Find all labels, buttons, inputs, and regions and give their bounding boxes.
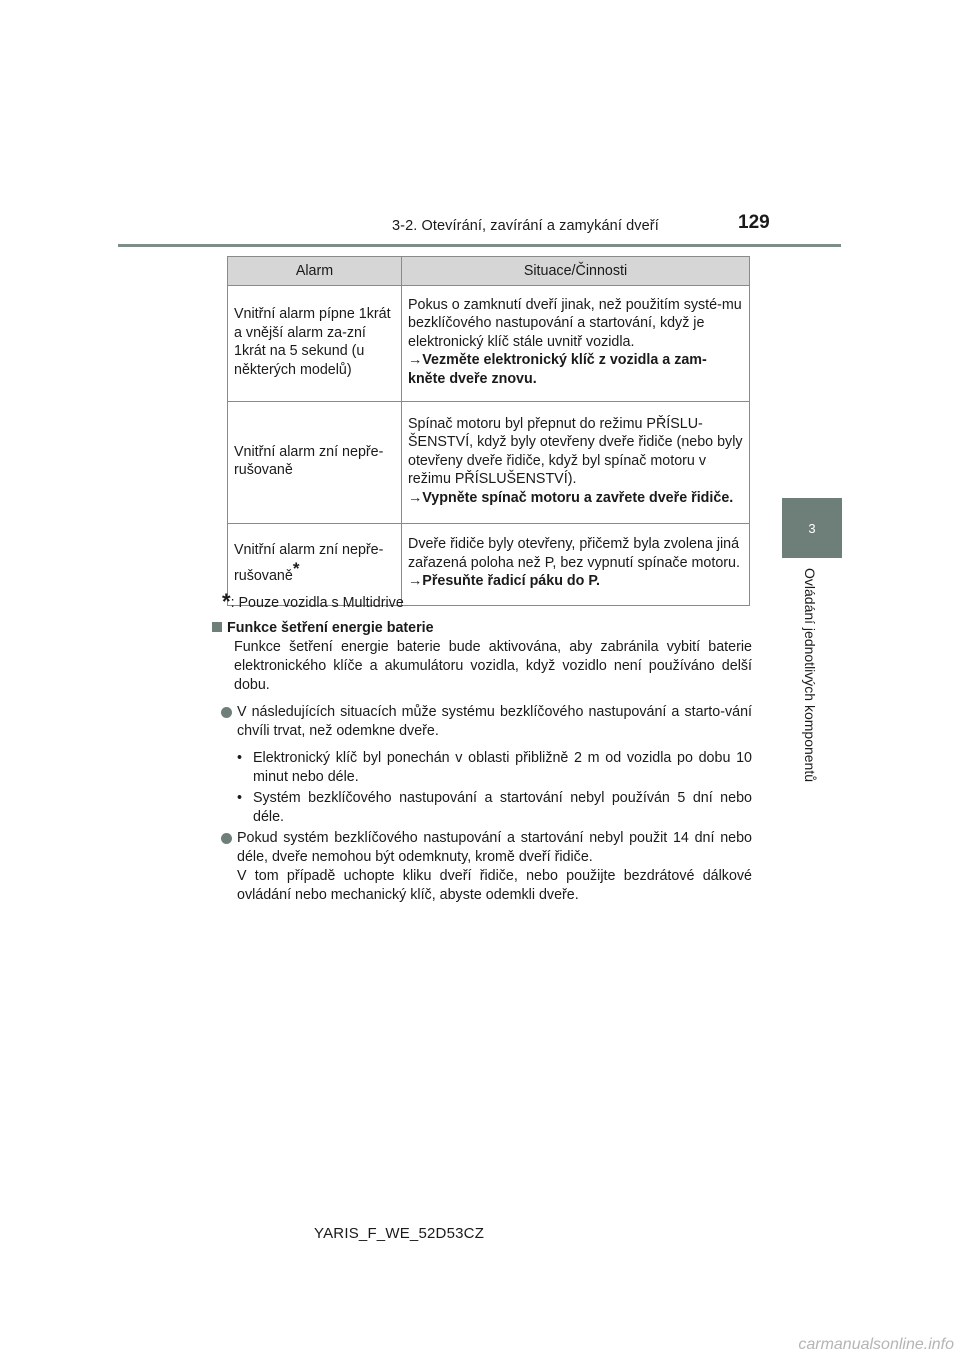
list-item <box>221 829 752 905</box>
footnote <box>222 589 404 615</box>
situation-cell <box>402 524 750 606</box>
situation-text: Dveře řidiče byly otevřeny, přičemž byla zvolena jiná zařazená poloha než P, bez vypnutí spínače motoru. <box>408 536 740 571</box>
list-item <box>221 703 752 741</box>
table-row <box>228 402 750 524</box>
alarm-cell <box>228 402 402 524</box>
list-item <box>237 789 752 827</box>
section-intro: Funkce šetření energie baterie bude aktivována, aby zabránila vybití baterie elektronického klíče a akumulátoru vozidla, když vozidlo není používáno delší dobu. <box>234 639 752 693</box>
action-text: →Přesuňte řadicí páku do P. <box>408 573 601 590</box>
column-header-situation: Situace/Činnosti <box>402 257 750 286</box>
list-item-continuation: V tom případě uchopte kliku dveří řidiče, nebo použijte bezdrátové dálkové ovládání nebo mechanický klíč, abyste odemkli dveře. <box>237 868 752 903</box>
column-header-alarm: Alarm <box>228 257 402 286</box>
action-text: →Vypněte spínač motoru a zavřete dveře řidiče. <box>408 489 734 506</box>
alarm-table <box>227 256 750 606</box>
chapter-tab <box>782 498 842 558</box>
footnote-star: * <box>222 589 231 614</box>
list-item-text: Systém bezklíčového nastupování a startování nebyl používán 5 dní nebo déle. <box>253 790 752 825</box>
alarm-text: Vnitřní alarm zní nepře-rušovaně <box>234 542 384 584</box>
situation-cell <box>402 402 750 524</box>
watermark: carmanualsonline.info <box>798 1336 954 1353</box>
chapter-title: Ovládání jednotlivých komponentů <box>802 568 818 783</box>
situation-cell <box>402 286 750 402</box>
bullet-mark: • <box>237 750 243 766</box>
footnote-mark: * <box>292 558 300 578</box>
running-header: 3-2. Otevírání, zavírání a zamykání dveří <box>392 218 659 234</box>
section-title-text: Funkce šetření energie baterie <box>227 620 434 636</box>
circle-bullet-icon <box>221 833 232 844</box>
circle-bullet-icon <box>221 707 232 718</box>
square-bullet-icon <box>212 622 222 632</box>
action-text: →Vezměte elektronický klíč z vozidla a zam-kněte dveře znovu. <box>408 352 707 387</box>
section-title <box>212 619 752 638</box>
situation-text: Pokus o zamknutí dveří jinak, než použitím systé-mu bezklíčového nastupování a startování, když je elektronický klíč stále uvnitř vozidla. <box>408 296 742 350</box>
list-item <box>237 749 752 787</box>
bullet-mark: • <box>237 790 243 806</box>
header-rule <box>118 244 841 247</box>
list-item-text: Elektronický klíč byl ponechán v oblasti přibližně 2 m od vozidla po dobu 10 minut nebo déle. <box>253 750 752 785</box>
footnote-text: : Pouze vozidla s Multidrive <box>230 595 404 611</box>
alarm-text: Vnitřní alarm pípne 1krát a vnější alarm za-zní 1krát na 5 sekund (u některých modelů) <box>234 306 391 378</box>
alarm-cell <box>228 286 402 402</box>
list-item-text: V následujících situacích může systému bezklíčového nastupování a starto-vání chvíli trvat, než odemkne dveře. <box>237 704 752 739</box>
sub-bullet-list <box>237 749 752 827</box>
document-code: YARIS_F_WE_52D53CZ <box>314 1225 485 1242</box>
page-number: 129 <box>738 212 770 233</box>
battery-saving-section <box>212 619 752 905</box>
list-item-text: Pokud systém bezklíčového nastupování a startování nebyl použit 14 dní nebo déle, dveře nemohou být odemknuty, kromě dveří řidiče. <box>237 830 752 865</box>
alarm-text: Vnitřní alarm zní nepře-rušovaně <box>234 443 384 478</box>
situation-text: Spínač motoru byl přepnut do režimu PŘÍSLU-ŠENSTVÍ, když byly otevřeny dveře řidiče (nebo byly otevřeny dveře řidiče, když byl spínač motoru v režimu PŘÍSLUŠENSTVÍ). <box>408 415 743 488</box>
chapter-number: 3 <box>808 520 816 536</box>
table-header-row <box>228 257 750 286</box>
table-row <box>228 286 750 402</box>
